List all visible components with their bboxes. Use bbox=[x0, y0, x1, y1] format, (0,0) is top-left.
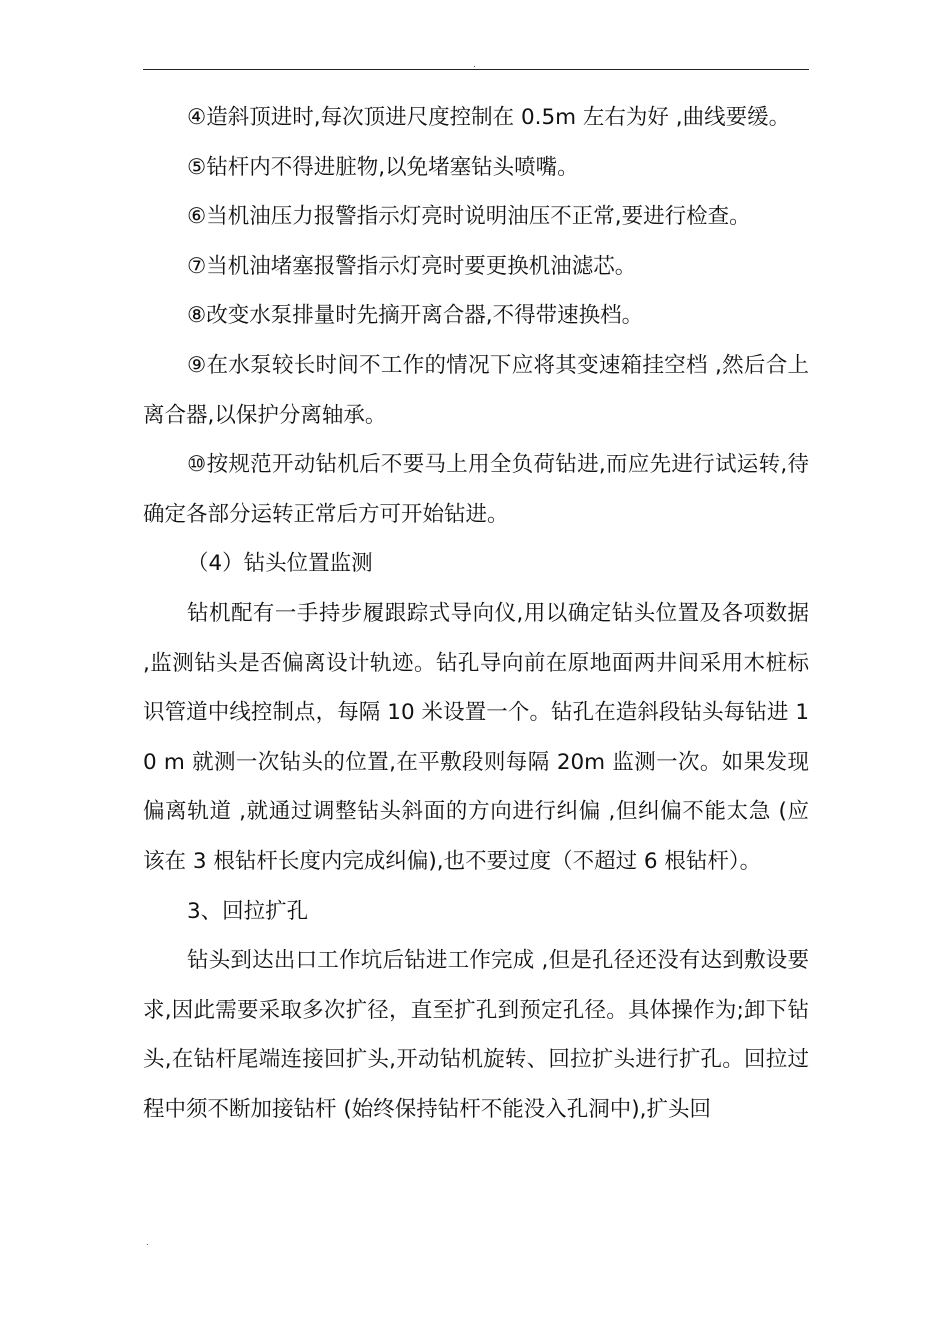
document-body bbox=[143, 93, 809, 1134]
paragraph-reaming: 钻头到达出口工作坑后钻进工作完成 ,但是孔径还没有达到敷设要求,因此需要采取多次扩径，直至扩孔到预定孔径。具体操作为;卸下钻头,在钻杆尾端连接回扩头,开动钻机旋转、回拉扩头进行扩孔。回拉过程中须不断加接钻杆 (始终保持钻杆不能没入孔洞中),扩头回 bbox=[143, 948, 809, 1122]
section-heading-reaming: 3、回拉扩孔 bbox=[187, 898, 309, 924]
paragraph-item-4: ④造斜顶进时,每次顶进尺度控制在 0.5m 左右为好 ,曲线要缓。 bbox=[187, 105, 791, 130]
section-heading-drill-position: （4）钻头位置监测 bbox=[187, 551, 373, 577]
paragraph-item-8: ⑧改变水泵排量时先摘开离合器,不得带速换档。 bbox=[187, 303, 644, 329]
header-rule bbox=[143, 69, 809, 70]
paragraph-drill-monitoring: 钻机配有一手持步履跟踪式导向仪,用以确定钻头位置及各项数据 ,监测钻头是否偏离设计轨迹。钻孔导向前在原地面两井间采用木桩标识管道中线控制点，每隔 10 米设置一个。钻孔在造斜段钻头每钻进 10 m 就测一次钻头的位置,在平敷段则每隔 20m 监测一次。如果发现偏离轨道 ,就通过调整钻头斜面的方向进行纠偏 ,但纠偏不能太急 (应该在 3 根钻杆长度内完成纠偏),也不要过度（不超过 6 根钻杆）。 bbox=[143, 600, 809, 874]
paragraph-item-7: ⑦当机油堵塞报警指示灯亮时要更换机油滤芯。 bbox=[187, 253, 637, 279]
header-mark: . bbox=[473, 60, 476, 70]
paragraph-item-5: ⑤钻杆内不得进脏物,以免堵塞钻头喷嘴。 bbox=[187, 154, 579, 180]
paragraph-item-10: ⑩按规范开动钻机后不要马上用全负荷钻进,而应先进行试运转,待确定各部分运转正常后方可开始钻进。 bbox=[143, 452, 809, 527]
paragraph-item-9: ⑨在水泵较长时间不工作的情况下应将其变速箱挂空档 ,然后合上离合器,以保护分离轴承。 bbox=[143, 352, 809, 428]
footer-mark: . bbox=[146, 1238, 149, 1248]
paragraph-item-6: ⑥当机油压力报警指示灯亮时说明油压不正常,要进行检查。 bbox=[187, 204, 751, 230]
